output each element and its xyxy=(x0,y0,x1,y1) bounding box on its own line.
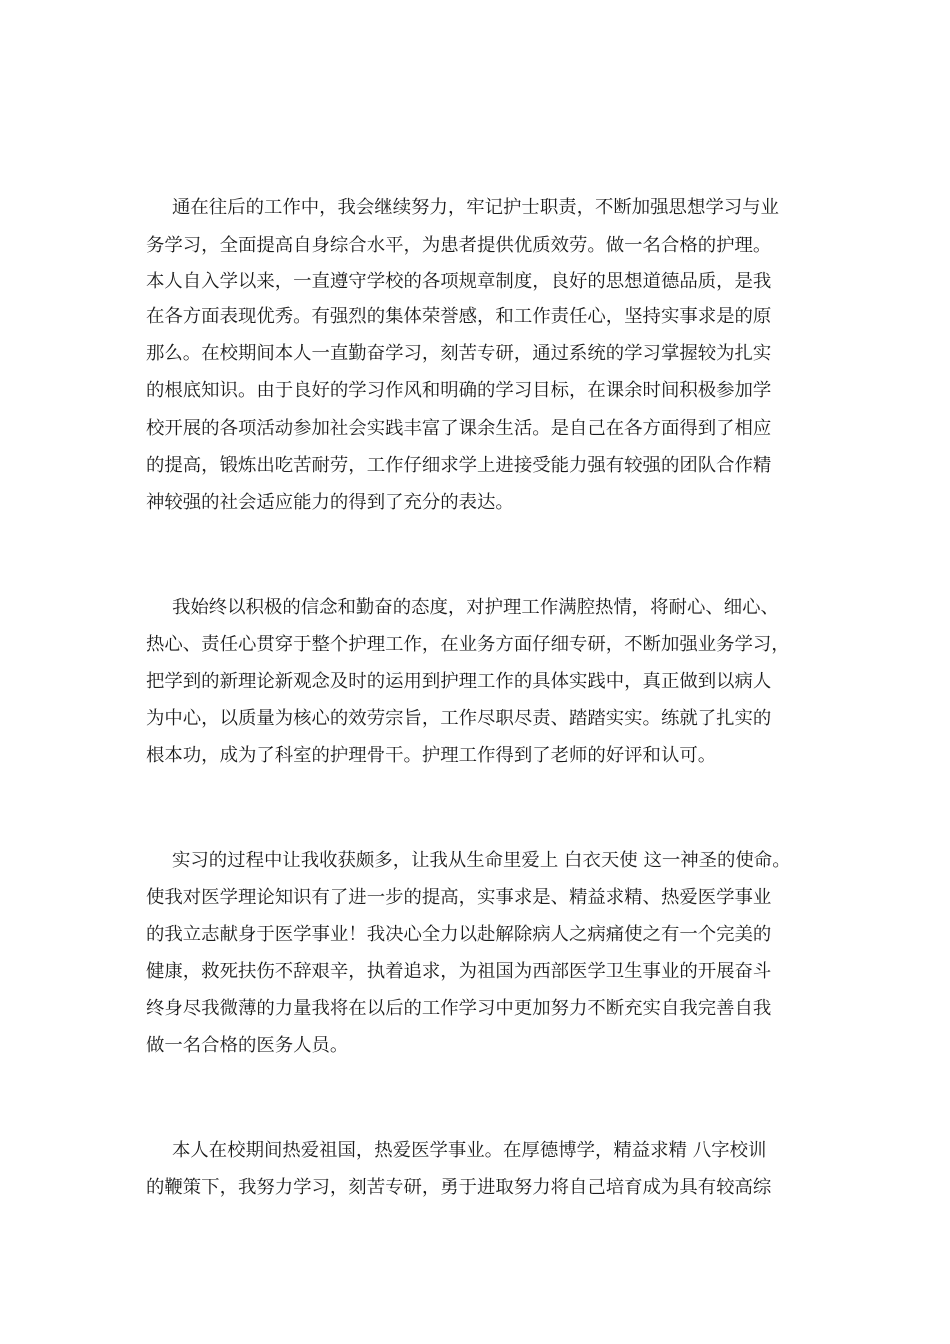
paragraph-1-line-1: 通在往后的工作中，我会继续努力，牢记护士职责，不断加强思想学习与业 xyxy=(172,197,779,218)
paragraph-4-line-2: 的鞭策下，我努力学习，刻苦专研，勇于进取努力将自己培育成为具有较高综 xyxy=(146,1177,772,1198)
paragraph-2-line-2: 热心、责任心贯穿于整个护理工作，在业务方面仔细专研，不断加强业务学习， xyxy=(146,634,790,655)
paragraph-1-line-3: 本人自入学以来，一直遵守学校的各项规章制度，良好的思想道德品质，是我 xyxy=(146,271,772,292)
paragraph-1-line-4: 在各方面表现优秀。有强烈的集体荣誉感，和工作责任心，坚持实事求是的原 xyxy=(146,306,772,327)
paragraph-3-line-6: 做一名合格的医务人员。 xyxy=(146,1035,349,1056)
paragraph-1-line-6: 的根底知识。由于良好的学习作风和明确的学习目标，在课余时间积极参加学 xyxy=(146,380,772,401)
paragraph-2-line-5: 根本功，成为了科室的护理骨干。护理工作得到了老师的好评和认可。 xyxy=(146,745,717,766)
paragraph-1-line-5: 那么。在校期间本人一直勤奋学习，刻苦专研，通过系统的学习掌握较为扎实 xyxy=(146,343,772,364)
paragraph-3-line-2: 使我对医学理论知识有了进一步的提高，实事求是、精益求精、热爱医学事业 xyxy=(146,887,772,908)
paragraph-2-line-1: 我始终以积极的信念和勤奋的态度，对护理工作满腔热情，将耐心、细心、 xyxy=(172,597,779,618)
paragraph-2-line-4: 为中心，以质量为核心的效劳宗旨，工作尽职尽责、踏踏实实。练就了扎实的 xyxy=(146,708,772,729)
paragraph-1-line-8: 的提高，锻炼出吃苦耐劳，工作仔细求学上进接受能力强有较强的团队合作精 xyxy=(146,455,772,476)
paragraph-2-line-3: 把学到的新理论新观念及时的运用到护理工作的具体实践中，真正做到以病人 xyxy=(146,671,772,692)
paragraph-4-line-1: 本人在校期间热爱祖国，热爱医学事业。在厚德博学，精益求精 八字校训 xyxy=(172,1140,767,1161)
paragraph-1-line-2: 务学习，全面提高自身综合水平，为患者提供优质效劳。做一名合格的护理。 xyxy=(146,235,772,256)
paragraph-3-line-1: 实习的过程中让我收获颇多，让我从生命里爱上 白衣天使 这一神圣的使命。 xyxy=(172,850,791,871)
paragraph-3-line-4: 健康，救死扶伤不辞艰辛，执着追求，为祖国为西部医学卫生事业的开展奋斗 xyxy=(146,961,772,982)
paragraph-1-line-7: 校开展的各项活动参加社会实践丰富了课余生活。是自己在各方面得到了相应 xyxy=(146,418,772,439)
paragraph-1-line-9: 神较强的社会适应能力的得到了充分的表达。 xyxy=(146,492,514,513)
paragraph-3-line-5: 终身尽我微薄的力量我将在以后的工作学习中更加努力不断充实自我完善自我 xyxy=(146,998,772,1019)
paragraph-3-line-3: 的我立志献身于医学事业！我决心全力以赴解除病人之病痛使之有一个完美的 xyxy=(146,924,772,945)
